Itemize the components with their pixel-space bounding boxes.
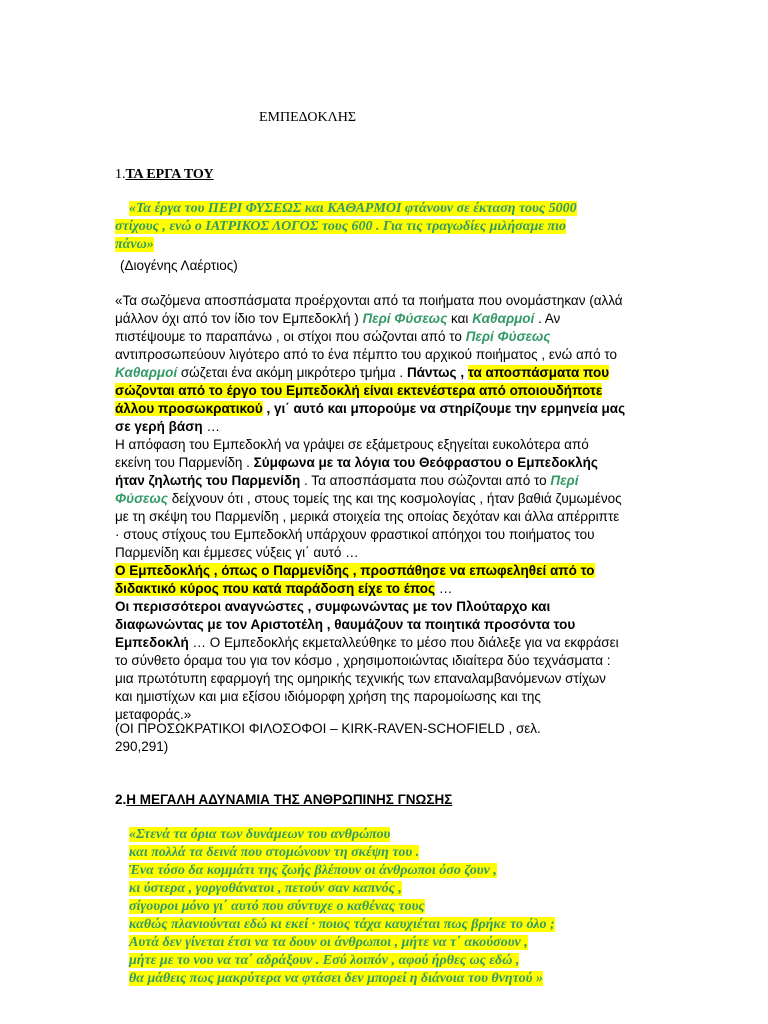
body-line: σε γερή βάση … (115, 419, 220, 434)
quote-source: (Διογένης Λαέρτιος) (120, 258, 238, 273)
poem-line: Ένα τόσο δα κομμάτι της ζωής βλέπουν οι άνθρωποι όσο ζουν , (129, 863, 497, 878)
work-title: Καθαρμοί (472, 311, 535, 326)
body-line: αντιπροσωπεύουν λιγότερο από το ένα πέμπτο του αρχικού ποιήματος , ενώ από το (115, 347, 618, 362)
quote-line: «Τα έργα του ΠΕΡΙ ΦΥΣΕΩΣ και ΚΑΘΑΡΜΟΙ φτάνουν σε έκταση τους 5000 (129, 201, 577, 216)
body-line: μια πρωτότυπη εφαρμογή της ομηρικής τεχνικής των επαναλαμβανόμενων στίχων (115, 671, 606, 686)
body-line: · στους στίχους του Εμπεδοκλή υπάρχουν φραστικοί απόηχοι του ποιήματος του (115, 527, 595, 542)
body-line: διαφωνώντας με τον Αριστοτέλη , θαυμάζουν τα ποιητικά προσόντα του (115, 617, 576, 632)
work-title: Περί Φύσεως (362, 311, 448, 326)
body-line: και ημιστίχων και μια εξίσου ιδιόμορφη χρήση της παρομοίωσης και της (115, 689, 541, 704)
body-line: σώζονται από το έργο του Εμπεδοκλή είναι εκτενέστερα από οποιουδήποτε (115, 383, 603, 398)
body-line: Φύσεως δείχνουν ότι , στους τομείς της και της κοσμολογίας , ήταν βαθιά ζυμωμένος (115, 491, 622, 506)
body-line: «Τα σωζόμενα αποσπάσματα προέρχονται από τα ποιήματα που ονομάστηκαν (αλλά (115, 293, 623, 308)
body-line: Ο Εμπεδοκλής , όπως ο Παρμενίδης , προσπάθησε να επωφεληθεί από το (115, 563, 595, 578)
reference-line: 290,291) (115, 739, 169, 754)
work-title: Καθαρμοί (115, 365, 178, 380)
section-number: 2. (115, 792, 127, 807)
section-number: 1. (115, 167, 126, 182)
body-line: μεταφοράς.» (115, 707, 192, 722)
body-line: διδακτικό κύρος που κατά παράδοση είχε το έπος … (115, 581, 453, 596)
body-line: εκείνη του Παρμενίδη . Σύμφωνα με τα λόγια του Θεόφραστου ο Εμπεδοκλής (115, 455, 598, 470)
body-line: ήταν ζηλωτής του Παρμενίδη . Τα αποσπάσματα που σώζονται από το Περί (115, 473, 579, 488)
body-line: με τη σκέψη του Παρμενίδη , μερικά στοιχεία της οποίας δεχόταν και άλλα απέρριπτε (115, 509, 620, 524)
work-title: Φύσεως (115, 491, 168, 506)
poem-line: σίγουροι μόνο γι΄ αυτό που σύντυχε ο καθένας τους (129, 899, 425, 914)
work-title: Περί (550, 473, 579, 488)
reference-line: (ΟΙ ΠΡΟΣΩΚΡΑΤΙΚΟΙ ΦΙΛΟΣΟΦΟΙ – KIRK-RAVEN-SCHOFIELD , σελ. (115, 721, 541, 736)
poem-line: θα μάθεις πως μακρύτερα να φτάσει δεν μπορεί η διάνοια του θνητού » (129, 971, 543, 986)
document-title: ΕΜΠΕΔΟΚΛΗΣ (259, 110, 357, 125)
body-line: το σύνθετο όραμα του για τον κόσμο , χρησιμοποιώντας ιδιαίτερα δύο τεχνάσματα : (115, 653, 611, 668)
section-2-heading (115, 791, 452, 808)
work-title: Περί Φύσεως (465, 329, 551, 344)
poem-line: Αυτά δεν γίνεται έτσι να τα δουν οι άνθρωποι , μήτε να τ΄ ακούσουν , (129, 935, 528, 950)
section-title: ΤΑ ΕΡΓΑ ΤΟΥ (125, 167, 214, 182)
poem-line: κι ύστερα , γοργοθάνατοι , πετούν σαν καπνός , (129, 881, 402, 896)
body-line: άλλου προσωκρατικού , γι΄ αυτό και μπορούμε να στηρίζουμε την ερμηνεία μας (115, 401, 626, 416)
section-title: Η ΜΕΓΑΛΗ ΑΔΥΝΑΜΙΑ ΤΗΣ ΑΝΘΡΩΠΙΝΗΣ ΓΝΩΣΗΣ (126, 792, 453, 807)
poem-line: και πολλά τα δεινά που στομώνουν τη σκέψη του . (129, 845, 420, 860)
body-line: Παρμενίδη και έμμεσες νύξεις γι΄ αυτό … (115, 545, 359, 560)
body-line: Οι περισσότεροι αναγνώστες , συμφωνώντας με τον Πλούταρχο και (115, 599, 551, 614)
section-1-heading (115, 166, 214, 183)
quote-line: στίχους , ενώ ο ΙΑΤΡΙΚΟΣ ΛΟΓΟΣ τους 600 . Για τις τραγωδίες μιλήσαμε πιο (115, 219, 567, 234)
body-line: Καθαρμοί σώζεται ένα ακόμη μικρότερο τμήμα . Πάντως , τα αποσπάσματα που (115, 365, 610, 380)
body-line: μάλλον όχι από τον ίδιο τον Εμπεδοκλή ) Περί Φύσεως και Καθαρμοί . Αν (115, 311, 561, 326)
body-line: πιστέψουμε το παραπάνω , οι στίχοι που σώζονται από το Περί Φύσεως (115, 329, 551, 344)
poem-line: μήτε με το νου να τα΄ αδράξουν . Εσύ λοιπόν , αφού ήρθες ως εδώ , (129, 953, 520, 968)
body-line: Η απόφαση του Εμπεδοκλή να γράψει σε εξάμετρους εξηγείται ευκολότερα από (115, 437, 589, 452)
body-line: Εμπεδοκλή … Ο Εμπεδοκλής εκμεταλλεύθηκε το μέσο που διάλεξε για να εκφράσει (115, 635, 619, 650)
poem-line: «Στενά τα όρια των δυνάμεων του ανθρώπου (129, 827, 391, 842)
quote-line: πάνω» (115, 237, 154, 252)
poem-line: καθώς πλανιούνται εδώ κι εκεί · ποιος τάχα καυχιέται πως βρήκε το όλο ; (129, 917, 555, 932)
